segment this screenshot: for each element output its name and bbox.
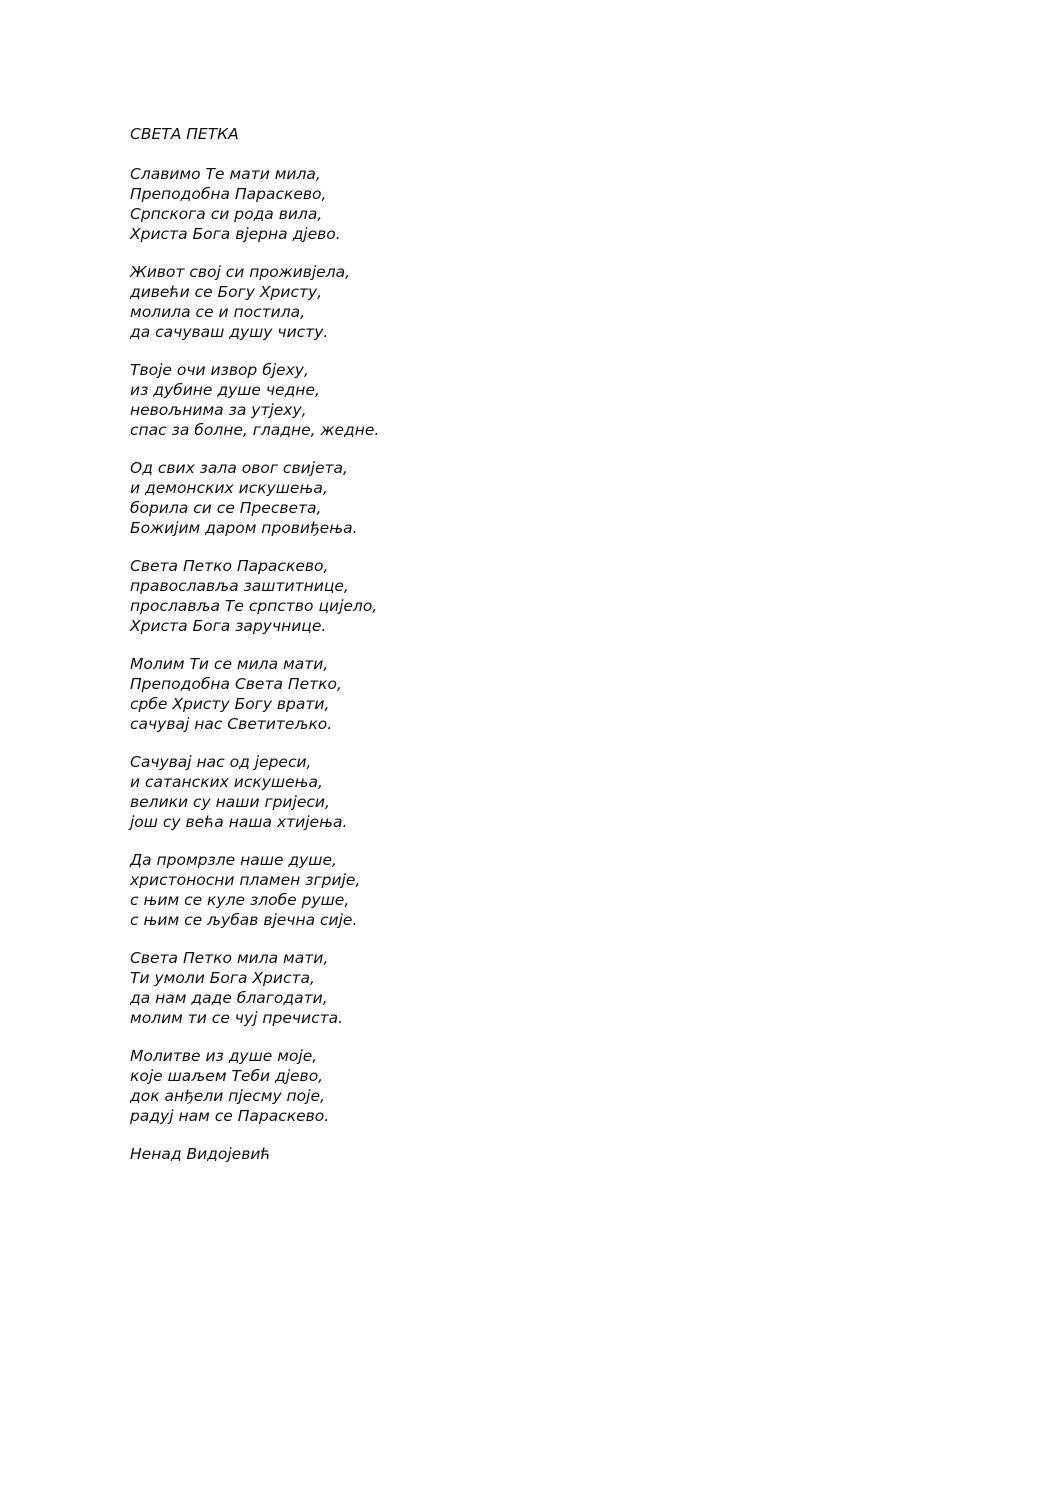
verse-line: с њим се љубав вјечна сије. (130, 911, 358, 929)
poem (130, 124, 379, 1164)
verse-line: Славимо Те мати мила, (130, 165, 321, 183)
verse-line: невољнима за утјеху, (130, 401, 307, 419)
verse-line: велики су наши гријеси, (130, 793, 330, 811)
verse-line: Да промрзле наше душе, (130, 851, 337, 869)
verse-line: Преподобна Света Петко, (130, 675, 342, 693)
verse-line: дивећи се Богу Христу, (130, 283, 323, 301)
stanza (130, 1046, 379, 1126)
verse-line: Твоје очи извор бјеху, (130, 361, 309, 379)
stanza (130, 948, 379, 1028)
verse-line: сачувај нас Светитељко. (130, 715, 333, 733)
verse-line: Српскога си рода вила, (130, 205, 323, 223)
stanza (130, 556, 379, 636)
verse-line: Живот свој си проживјела, (130, 263, 351, 281)
verse-line: молила се и постила, (130, 303, 306, 321)
verse-line: да сачуваш душу чисту. (130, 323, 329, 341)
stanza (130, 360, 379, 440)
verse-line: Молим Ти се мила мати, (130, 655, 329, 673)
verse-line: и демонских искушења, (130, 479, 328, 497)
verse-line: Христа Бога вјерна дјево. (130, 225, 341, 243)
stanza (130, 850, 379, 930)
verse-line: Од свих зала овог свијета, (130, 459, 348, 477)
verse-line: из дубине душе чедне, (130, 381, 320, 399)
verse-line: и сатанских искушења, (130, 773, 323, 791)
verse-line: које шаљем Теби дјево, (130, 1067, 324, 1085)
verse-line: Христа Бога заручнице. (130, 617, 327, 635)
verse-line: Света Петко мила мати, (130, 949, 329, 967)
verse-line: спас за болне, гладне, жедне. (130, 421, 380, 439)
verse-line: с њим се куле злобе руше, (130, 891, 350, 909)
verse-line: Преподобна Параскево, (130, 185, 327, 203)
verse-line: док анђели пјесму поје, (130, 1087, 325, 1105)
verse-line: Молитве из душе моје, (130, 1047, 318, 1065)
verse-line: православља заштитнице, (130, 577, 349, 595)
poem-title: СВЕТА ПЕТКА (130, 125, 239, 143)
stanza (130, 654, 379, 734)
verse-line: борила си се Пресвета, (130, 499, 322, 517)
stanza (130, 458, 379, 538)
verse-line: радуј нам се Параскево. (130, 1107, 330, 1125)
verse-line: прослављa Те српство цијело, (130, 597, 378, 615)
verse-line: да нам даде благодати, (130, 989, 328, 1007)
verse-line: христоносни пламен згрије, (130, 871, 361, 889)
verse-line: србе Христу Богу врати, (130, 695, 330, 713)
verse-line: Сачувај нас од јереси, (130, 753, 312, 771)
stanza-list (130, 164, 379, 1126)
stanza (130, 164, 379, 244)
author-name: Ненад Видојевић (130, 1145, 271, 1163)
verse-line: још су већа наша хтијења. (130, 813, 348, 831)
verse-line: молим ти се чуј пречиста. (130, 1009, 344, 1027)
verse-line: Ти умоли Бога Христа, (130, 969, 315, 987)
stanza (130, 262, 379, 342)
verse-line: Божијим даром провиђења. (130, 519, 358, 537)
stanza (130, 752, 379, 832)
verse-line: Света Петко Параскево, (130, 557, 329, 575)
